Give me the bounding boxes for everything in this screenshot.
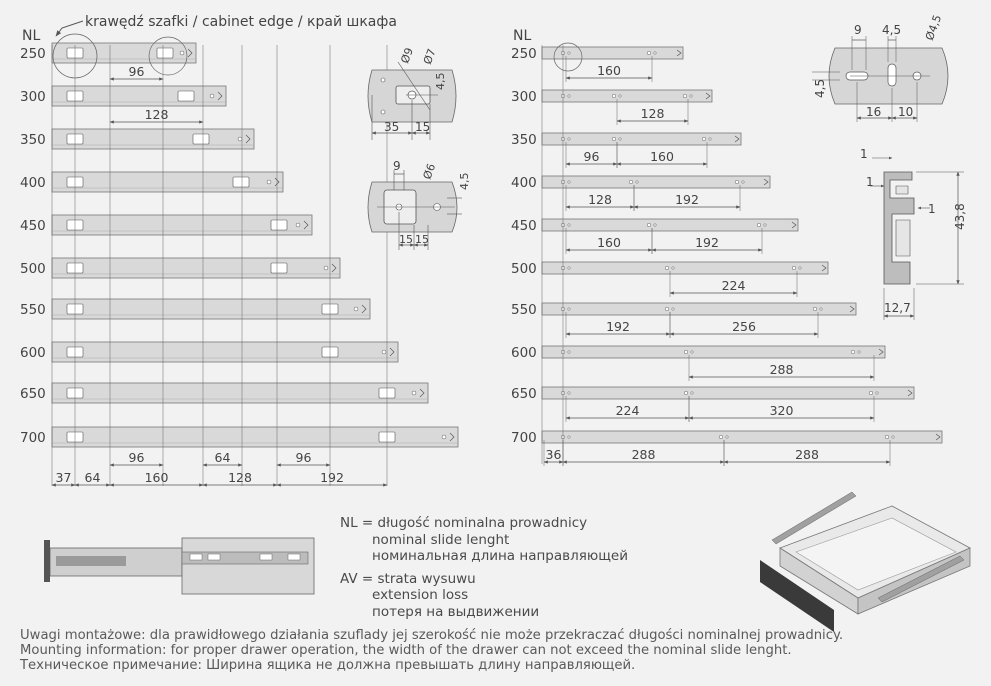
hole-right-2-0b	[568, 138, 570, 140]
d3-b: 4,5	[882, 23, 902, 37]
size-label-right-600: 600	[511, 345, 537, 361]
bracket-left-5-1	[271, 263, 287, 273]
hole-right-7-0b	[568, 351, 570, 353]
dim-right-3-0-label: 128	[588, 192, 612, 207]
hole-right-2-1a	[612, 137, 616, 141]
d2-w1: 15	[399, 233, 413, 246]
size-label-right-300: 300	[511, 89, 537, 105]
d1-dia9: Ø9	[398, 46, 416, 66]
size-label-left-700: 700	[20, 430, 46, 446]
hole-right-4-2b	[764, 224, 766, 226]
dim-right-2-1-label: 160	[650, 149, 674, 164]
hole-right-4-0b	[568, 224, 570, 226]
size-label-left-600: 600	[20, 345, 46, 361]
hole-right-1-1b	[619, 95, 621, 97]
size-label-right-500: 500	[511, 261, 537, 277]
size-label-left-300: 300	[20, 89, 46, 105]
detail-front-bracket	[368, 159, 471, 250]
bracket-left-2-1	[193, 134, 209, 144]
note-en: Mounting information: for proper drawer operation, the width of the drawer can not exceed the nominal slide lenght.	[20, 643, 792, 658]
d2-w: 9	[393, 159, 401, 173]
size-label-right-250: 250	[511, 46, 537, 62]
d2-dia: Ø6	[420, 161, 439, 182]
profile-t1: 1	[860, 147, 868, 161]
slide-left-500	[52, 258, 340, 278]
legend-nl-2: nominal slide lenght	[372, 531, 510, 548]
dim-left-b96b-label: 96	[295, 450, 312, 465]
hole-right-5-2a	[792, 266, 796, 270]
dim-right-6-1-label: 256	[732, 319, 756, 334]
hole-right-9-1b	[726, 436, 728, 438]
hole-right-4-1b	[654, 224, 656, 226]
d3-dia: Ø4,5	[922, 13, 945, 43]
mounting-notes	[20, 628, 843, 673]
d3-w2: 10	[898, 105, 914, 119]
hole-left-end-6	[354, 307, 358, 311]
nl-label-right: NL	[513, 28, 532, 44]
slide-left-600	[52, 342, 398, 362]
hole-right-3-2b	[742, 181, 744, 183]
hole-right-1-2a	[683, 94, 687, 98]
hole-right-2-2a	[702, 137, 706, 141]
hole-right-7-1b	[691, 351, 693, 353]
hole-right-0-0b	[568, 52, 570, 54]
bracket-left-4-1	[271, 220, 287, 230]
hole-left-end-4	[296, 223, 300, 227]
d3-h: 4,5	[813, 78, 827, 98]
hole-right-8-2a	[869, 391, 873, 395]
dim-right-8-0-label: 224	[615, 403, 640, 418]
legend-nl-1: NL = długość nominalna prowadnicy	[340, 515, 588, 531]
hole-right-1-2b	[690, 95, 692, 97]
hole-right-4-1a	[647, 223, 651, 227]
hole-right-6-2b	[820, 308, 822, 310]
profile-height: 43,8	[953, 203, 967, 230]
hole-left-end-5	[324, 266, 328, 270]
d3-a: 9	[854, 23, 862, 37]
d1-w1: 35	[384, 120, 400, 134]
dim-left-bl3-label: 128	[228, 470, 252, 485]
bracket-left-0-1	[157, 48, 173, 58]
cabinet-edge-arrow	[56, 21, 83, 36]
hole-right-3-2a	[735, 180, 739, 184]
hole-right-6-1a	[665, 307, 669, 311]
hole-right-5-1a	[665, 266, 669, 270]
dim-right-2-0-label: 96	[583, 149, 600, 164]
dim-right-8-1-label: 320	[769, 403, 794, 418]
dim-right-4-0-label: 160	[597, 235, 621, 250]
d3-w1: 16	[866, 105, 882, 119]
dim-right-9-0-label: 36	[545, 447, 562, 462]
size-label-right-550: 550	[511, 302, 537, 318]
dim-right-1-0-label: 128	[640, 106, 665, 121]
d1-h: 4,5	[434, 72, 447, 90]
dim-left-bl0-label: 37	[55, 470, 72, 485]
dim-right-3-1-label: 192	[675, 192, 699, 207]
size-label-left-400: 400	[20, 175, 46, 191]
hole-right-0-1a	[647, 51, 651, 55]
mounting-illustration	[44, 538, 314, 594]
legend-av-2: extension loss	[372, 587, 469, 603]
hole-right-3-1a	[629, 180, 633, 184]
hole-right-5-1b	[672, 267, 674, 269]
profile-t3: 1	[928, 202, 936, 216]
size-label-right-450: 450	[511, 218, 537, 234]
hole-right-6-1b	[672, 308, 674, 310]
hole-right-2-1b	[619, 138, 621, 140]
hole-right-3-0b	[568, 181, 570, 183]
slide-right-500	[542, 262, 828, 274]
detail-slot-plate	[812, 13, 948, 122]
hole-right-7-1a	[684, 350, 688, 354]
size-label-right-350: 350	[511, 132, 537, 148]
hole-right-6-0b	[568, 308, 570, 310]
hole-left-end-1	[210, 94, 214, 98]
d2-w2: 15	[415, 233, 429, 246]
dim-left-96-label: 96	[128, 64, 145, 79]
hole-right-4-2a	[757, 223, 761, 227]
dim-right-6-0-label: 192	[606, 319, 630, 334]
hole-right-9-1a	[719, 435, 723, 439]
dim-left-b64-label: 64	[214, 450, 231, 465]
hole-right-5-0b	[568, 267, 570, 269]
bracket-left-3-1	[233, 177, 249, 187]
size-label-left-550: 550	[20, 302, 46, 318]
profile-t2: 1	[866, 175, 874, 189]
d2-h: 4,5	[458, 172, 471, 190]
slide-left-650	[52, 383, 428, 403]
hole-left-end-9	[442, 435, 446, 439]
slide-right-700	[542, 431, 942, 443]
size-label-left-500: 500	[20, 261, 46, 277]
size-label-right-700: 700	[511, 430, 537, 446]
hole-right-1-0b	[568, 95, 570, 97]
slide-right-600	[542, 346, 885, 358]
dim-left-bl2-label: 160	[144, 470, 169, 485]
hole-right-8-0b	[568, 392, 570, 394]
size-label-left-350: 350	[20, 132, 46, 148]
hole-right-3-1b	[636, 181, 638, 183]
hole-right-9-2b	[892, 436, 894, 438]
legend-av-1: AV = strata wysuwu	[340, 570, 476, 587]
nl-label-left: NL	[22, 28, 41, 44]
detail-rear-bracket	[368, 46, 456, 140]
dim-left-128-label: 128	[144, 107, 169, 122]
hole-right-9-0b	[568, 436, 570, 438]
hole-right-6-2a	[813, 307, 817, 311]
dim-right-9-2-label: 288	[795, 447, 819, 462]
hole-right-8-1a	[684, 391, 688, 395]
d1-dia7: Ø7	[420, 46, 439, 67]
note-pl: Uwagi montażowe: dla prawidłowego działania szuflady jej szerokość nie może przekraczać długości nominalnej prowadnicy.	[20, 628, 844, 643]
hole-right-0-1b	[654, 52, 656, 54]
d1-w2: 15	[415, 120, 431, 134]
size-label-left-450: 450	[20, 218, 46, 234]
dim-right-5-0-label: 224	[721, 278, 746, 293]
hole-right-1-1a	[612, 94, 616, 98]
hole-right-7-2a	[851, 350, 855, 354]
hole-right-8-1b	[691, 392, 693, 394]
legend-nl-3: номинальная длина направляющей	[372, 548, 628, 564]
slide-profile	[860, 147, 967, 320]
size-label-right-400: 400	[511, 175, 537, 191]
dim-left-bl4-label: 192	[320, 470, 344, 485]
hole-right-9-2a	[885, 435, 889, 439]
hole-left-end-8	[412, 391, 416, 395]
hole-left-end-3	[267, 180, 271, 184]
note-ru: Техническое примечание: Ширина ящика не должна превышать длину направляющей.	[20, 658, 636, 673]
hole-right-2-2b	[709, 138, 711, 140]
slide-right-550	[542, 303, 856, 315]
slide-right-650	[542, 387, 914, 399]
profile-width: 12,7	[884, 301, 911, 315]
dim-right-7-0-label: 288	[769, 362, 794, 377]
bracket-left-1-1	[178, 91, 194, 101]
drawer-illustration	[760, 492, 970, 632]
size-label-left-650: 650	[20, 386, 46, 402]
dim-left-b96a-label: 96	[128, 450, 145, 465]
dim-right-9-1-label: 288	[631, 447, 656, 462]
hole-right-8-2b	[876, 392, 878, 394]
hole-left-end-2	[238, 137, 242, 141]
dim-right-0-0-label: 160	[597, 63, 621, 78]
dim-right-4-1-label: 192	[695, 235, 719, 250]
legend-av-3: потеря на выдвижении	[372, 603, 540, 620]
hole-left-end-7	[382, 350, 386, 354]
hole-right-5-2b	[799, 267, 801, 269]
size-label-left-250: 250	[20, 46, 46, 62]
hole-right-7-2b	[858, 351, 860, 353]
hole-left-end-0	[180, 51, 184, 55]
size-label-right-650: 650	[511, 386, 537, 402]
slide-left-700	[52, 427, 458, 447]
cabinet-edge-label: krawędź szafki / cabinet edge / край шкафа	[85, 14, 397, 30]
dim-left-bl1-label: 64	[84, 470, 101, 485]
